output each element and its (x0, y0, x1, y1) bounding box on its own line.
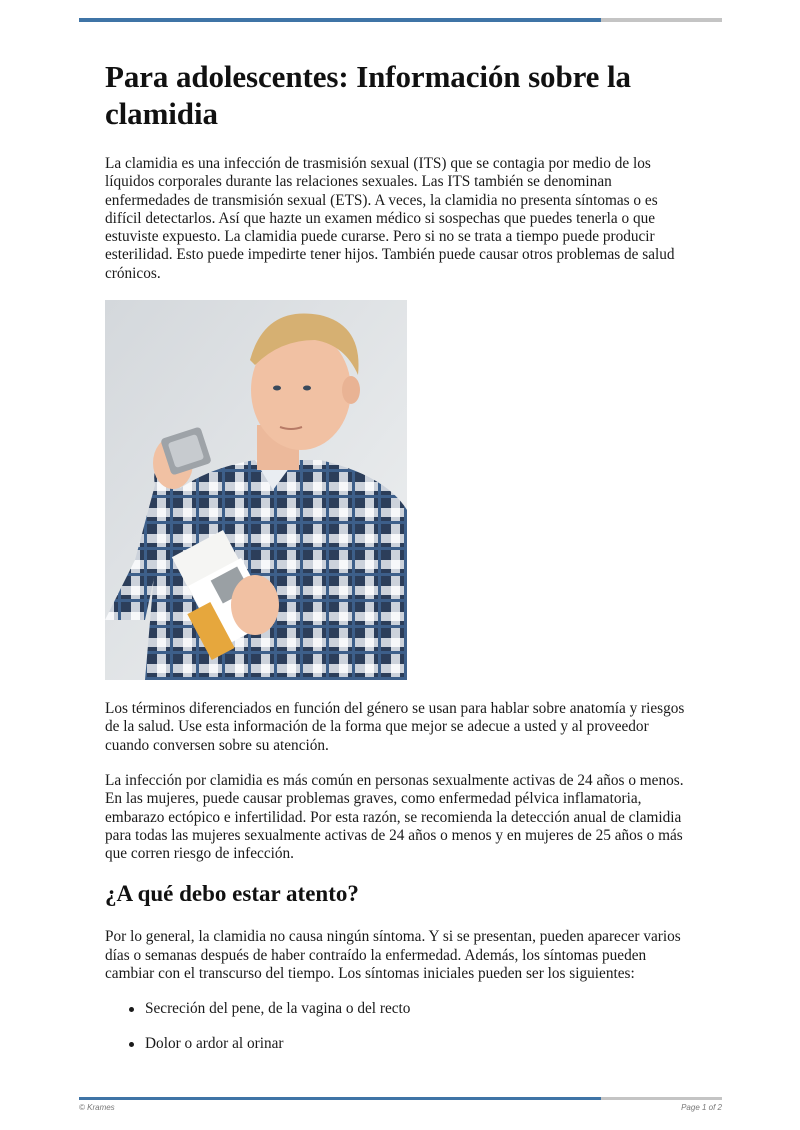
page-footer (79, 1103, 722, 1112)
symptoms-intro-paragraph: Por lo general, la clamidia no causa ningún síntoma. Y si se presentan, pueden aparecer varios días o semanas después de haber contraído la enfermedad. Además, los síntomas pueden cambiar con el transcurso del tiempo. Los síntomas iniciales pueden ser los siguientes: (105, 928, 681, 983)
section-heading-symptoms: ¿A qué debo estar atento? (105, 881, 359, 907)
bottom-accent-bar-blue (79, 1097, 601, 1100)
page-number: Page 1 of 2 (681, 1103, 722, 1112)
top-accent-bar (79, 18, 722, 22)
bottom-accent-bar-grey (601, 1097, 722, 1100)
copyright-text: © Krames (79, 1103, 115, 1112)
page-title: Para adolescentes: Información sobre la clamidia (105, 59, 631, 131)
bottom-accent-bar (79, 1097, 722, 1100)
list-item-text: Dolor o ardor al orinar (145, 1035, 284, 1053)
document-content (105, 58, 695, 1070)
top-accent-bar-blue (79, 18, 601, 22)
young-man-holding-condom-illustration (105, 300, 407, 680)
bullet-icon (129, 1042, 134, 1047)
symptoms-list (105, 1000, 695, 1053)
list-item (105, 1035, 695, 1053)
list-item (105, 1000, 695, 1018)
bullet-icon (129, 1007, 134, 1012)
list-item-text: Secreción del pene, de la vagina o del recto (145, 1000, 411, 1018)
top-accent-bar-grey (601, 18, 722, 22)
gender-terms-paragraph: Los términos diferenciados en función del género se usan para hablar sobre anatomía y riesgos de la salud. Use esta información de la forma que mejor se adecue a usted y al proveedor cuando conversen sobre su atención. (105, 700, 685, 754)
illustration-photo (105, 300, 407, 680)
intro-paragraph: La clamidia es una infección de trasmisión sexual (ITS) que se contagia por medio de los líquidos corporales durante las relaciones sexuales. Las ITS también se denominan enfermedades de transmisión sexual (ETS). A veces, la clamidia no presenta síntomas o es difícil detectarlos. Así que hazte un examen médico si sospechas que puedes tenerla o que estuviste expuesto. La clamidia puede curarse. Pero si no se trata a tiempo puede producir esterilidad. Esto puede impedirte tener hijos. También puede causar otros problemas de salud crónicos. (105, 155, 675, 282)
risk-paragraph: La infección por clamidia es más común en personas sexualmente activas de 24 años o menos. En las mujeres, puede causar problemas graves, como enfermedad pélvica inflamatoria, embarazo ectópico e infertilidad. Por esta razón, se recomienda la detección anual de clamidia para todas las mujeres sexualmente activas de 24 años o menos y en mujeres de 25 años o más que corren riesgo de infección. (105, 771, 684, 863)
